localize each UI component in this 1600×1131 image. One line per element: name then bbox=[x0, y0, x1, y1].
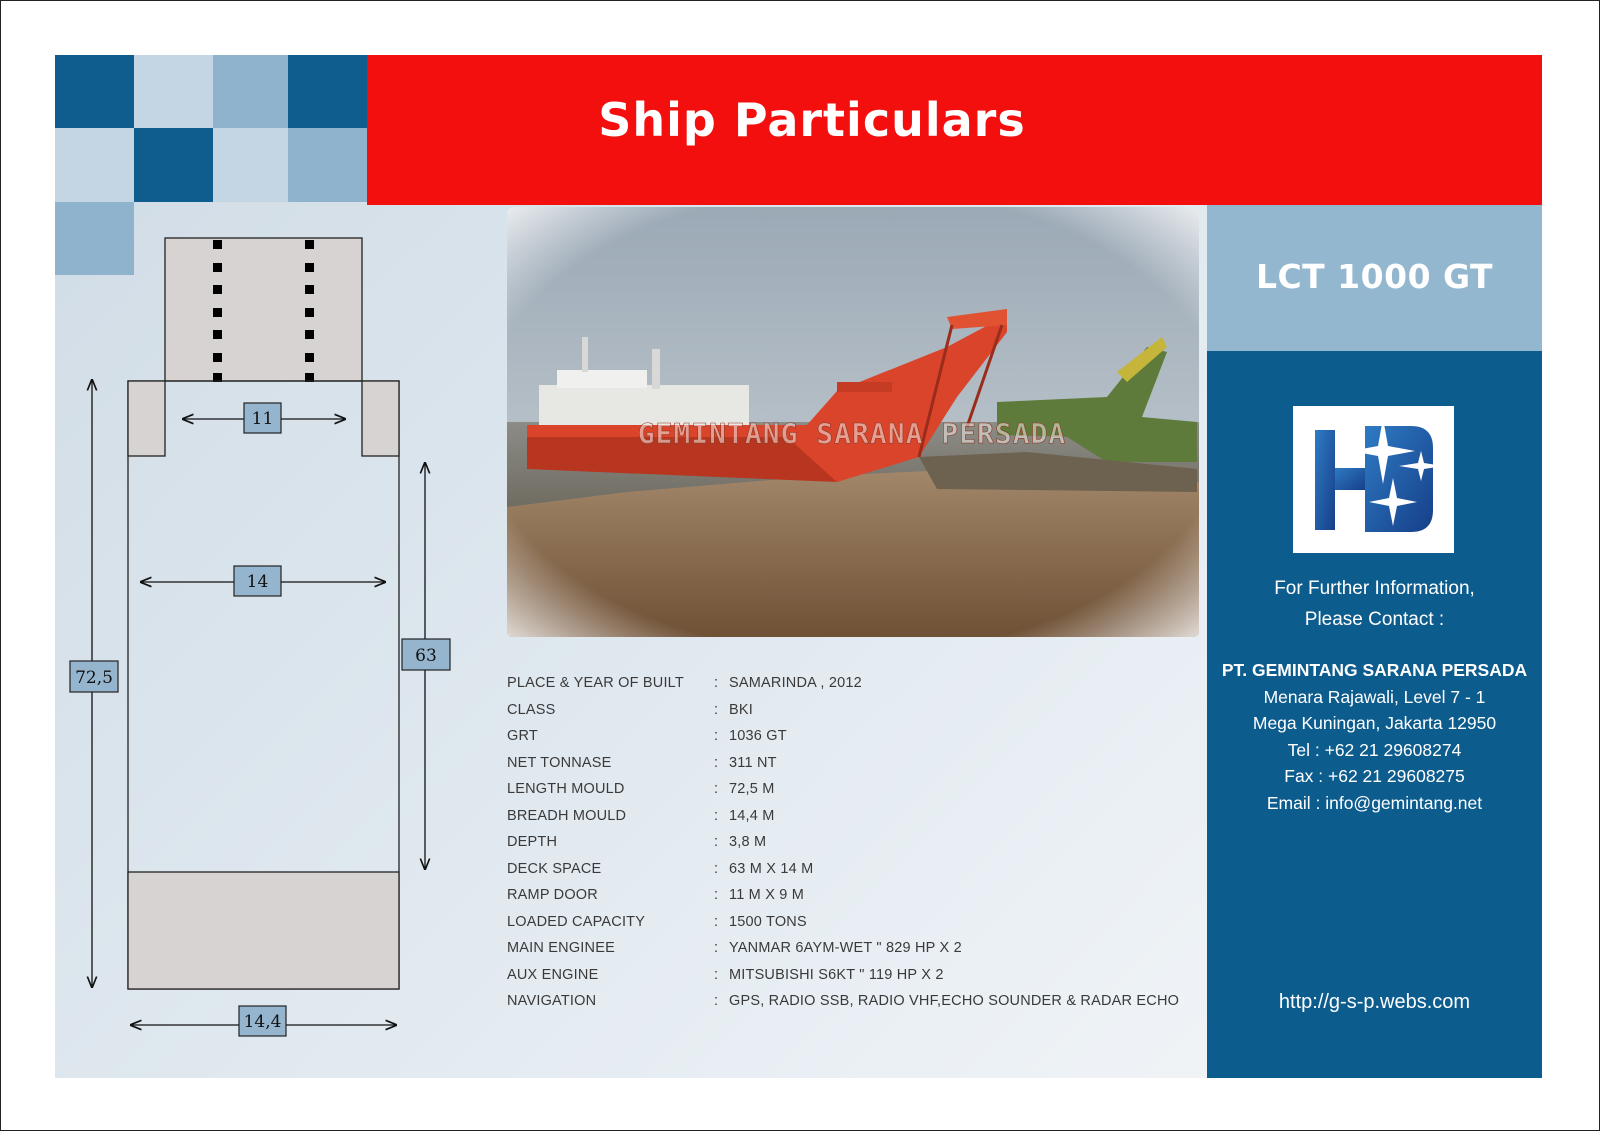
spec-value: SAMARINDA , 2012 bbox=[729, 675, 862, 691]
svg-text:14,4: 14,4 bbox=[243, 1012, 282, 1032]
spec-label: GRT bbox=[507, 728, 538, 744]
bow-right-block bbox=[362, 381, 399, 456]
spec-row bbox=[507, 962, 1237, 989]
svg-text:63: 63 bbox=[415, 646, 437, 666]
spec-value: 1036 GT bbox=[729, 728, 787, 744]
spec-label: PLACE & YEAR OF BUILT bbox=[507, 675, 684, 691]
company-name: PT. GEMINTANG SARANA PERSADA bbox=[1221, 660, 1528, 680]
fax: Fax : +62 21 29608275 bbox=[1284, 766, 1465, 786]
ship-particulars-card bbox=[55, 55, 1542, 1078]
spec-label: DEPTH bbox=[507, 834, 558, 850]
deck-plan-diagram bbox=[55, 55, 495, 1078]
deck-width-label bbox=[234, 566, 281, 596]
contact-intro-line2: Please Contact : bbox=[1304, 609, 1445, 630]
email-link[interactable]: Email : info@gemintang.net bbox=[1266, 792, 1483, 813]
spec-label: DECK SPACE bbox=[507, 860, 602, 877]
spec-value: BKI bbox=[729, 701, 753, 718]
svg-text:72,5: 72,5 bbox=[75, 668, 113, 688]
spec-row bbox=[507, 776, 1237, 803]
spec-separator: : bbox=[714, 993, 719, 1009]
spec-row bbox=[507, 829, 1237, 856]
telephone: Tel : +62 21 29608274 bbox=[1287, 739, 1462, 760]
spec-row bbox=[507, 856, 1237, 883]
spec-value: 1500 TONS bbox=[729, 913, 807, 930]
ramp-door bbox=[165, 238, 362, 381]
spec-label: NAVIGATION bbox=[507, 993, 597, 1009]
spec-row bbox=[507, 935, 1237, 962]
website-link[interactable]: http://g-s-p.webs.com bbox=[1278, 991, 1471, 1013]
spec-row bbox=[507, 670, 1237, 697]
svg-text:14: 14 bbox=[246, 572, 269, 592]
spec-value: 11 M X 9 M bbox=[729, 887, 805, 903]
spec-value: 311 NT bbox=[729, 754, 777, 771]
spec-separator: : bbox=[714, 754, 719, 771]
ship-photo bbox=[507, 207, 1199, 637]
spec-separator: : bbox=[714, 701, 719, 718]
address-line2: Mega Kuningan, Jakarta 12950 bbox=[1252, 713, 1497, 733]
spec-label: RAMP DOOR bbox=[507, 887, 598, 903]
spec-separator: : bbox=[714, 913, 719, 930]
contact-panel bbox=[1207, 351, 1542, 1078]
svg-text:11: 11 bbox=[251, 409, 274, 429]
spec-value: 72,5 M bbox=[729, 781, 775, 797]
spec-label: CLASS bbox=[507, 701, 556, 718]
spec-label: NET TONNASE bbox=[507, 754, 612, 771]
deck-length-label bbox=[402, 639, 450, 670]
company-logo bbox=[1293, 406, 1454, 553]
spec-separator: : bbox=[714, 675, 719, 691]
overall-length-label bbox=[70, 661, 118, 692]
spec-value: 3,8 M bbox=[729, 834, 767, 850]
spec-value: 14,4 M bbox=[729, 807, 775, 824]
spec-separator: : bbox=[714, 728, 719, 744]
bow-left-block bbox=[128, 381, 165, 456]
spec-value: GPS, RADIO SSB, RADIO VHF,ECHO SOUNDER & RADAR ECHO bbox=[729, 993, 1180, 1009]
spec-value: YANMAR 6AYM-WET " 829 HP X 2 bbox=[729, 940, 962, 956]
spec-table bbox=[507, 670, 1237, 1015]
spec-row bbox=[507, 697, 1237, 724]
spec-row bbox=[507, 988, 1237, 1015]
stern-block bbox=[128, 872, 399, 989]
spec-separator: : bbox=[714, 807, 719, 824]
spec-row bbox=[507, 882, 1237, 909]
contact-intro-line1: For Further Information, bbox=[1274, 578, 1475, 599]
spec-label: LOADED CAPACITY bbox=[507, 913, 646, 930]
spec-separator: : bbox=[714, 860, 719, 877]
spec-row bbox=[507, 803, 1237, 830]
breadth-label bbox=[239, 1006, 286, 1036]
spec-separator: : bbox=[714, 966, 719, 983]
spec-separator: : bbox=[714, 781, 719, 797]
spec-label: BREADH MOULD bbox=[507, 807, 627, 824]
contact-details bbox=[1207, 657, 1542, 816]
spec-row bbox=[507, 909, 1237, 936]
spec-separator: : bbox=[714, 834, 719, 850]
spec-row bbox=[507, 723, 1237, 750]
contact-intro bbox=[1207, 573, 1542, 635]
ramp-width-label bbox=[244, 403, 281, 433]
spec-row bbox=[507, 750, 1237, 777]
vessel-model: LCT 1000 GT bbox=[1255, 257, 1494, 296]
spec-label: MAIN ENGINEE bbox=[507, 940, 615, 956]
spec-label: AUX ENGINE bbox=[507, 966, 599, 983]
spec-separator: : bbox=[714, 887, 719, 903]
address-line1: Menara Rajawali, Level 7 - 1 bbox=[1263, 686, 1486, 707]
page-title: Ship Particulars bbox=[598, 93, 1026, 147]
spec-value: MITSUBISHI S6KT " 119 HP X 2 bbox=[729, 966, 944, 983]
spec-value: 63 M X 14 M bbox=[729, 860, 814, 877]
spec-label: LENGTH MOULD bbox=[507, 781, 625, 797]
spec-separator: : bbox=[714, 940, 719, 956]
model-panel bbox=[1207, 205, 1542, 351]
title-banner bbox=[367, 55, 1542, 205]
